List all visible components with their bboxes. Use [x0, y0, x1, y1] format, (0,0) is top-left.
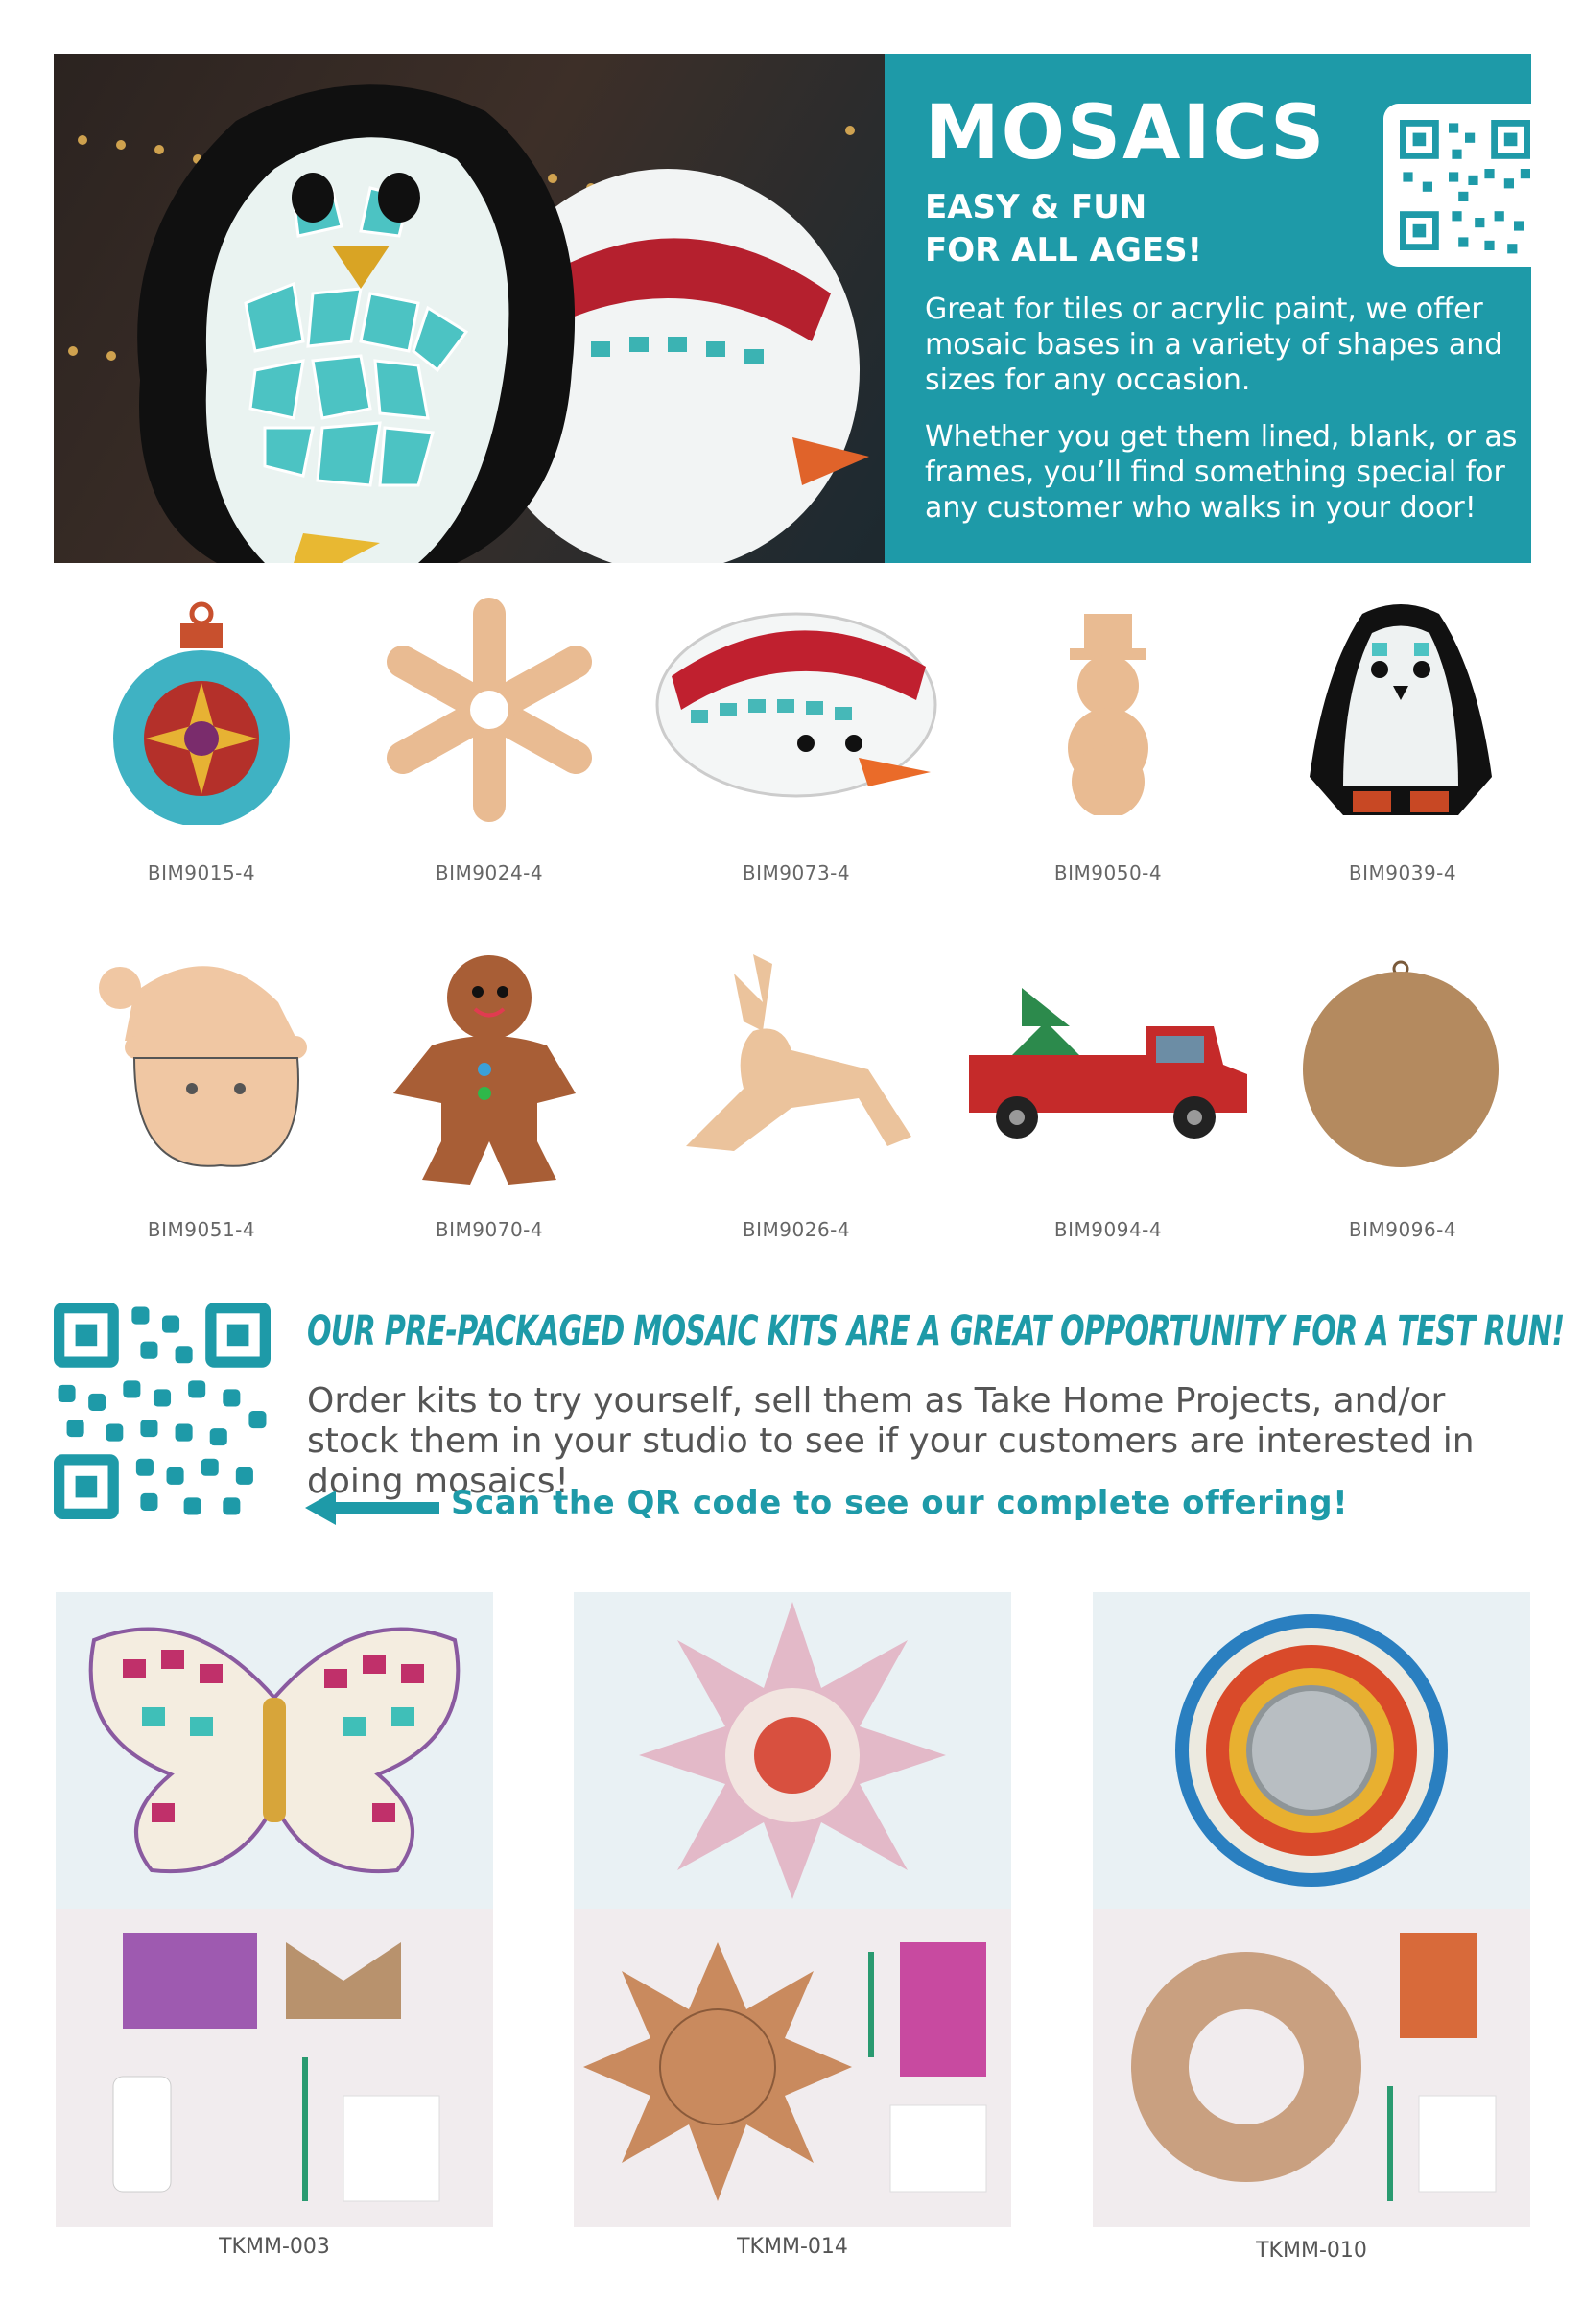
snowflake-icon	[365, 595, 614, 825]
hero-paragraph-2: Whether you get them lined, blank, or as frames, you’ll find something special for any customer who walks in your door!	[925, 420, 1518, 525]
promo-cta: Scan the QR code to see our complete offering!	[451, 1484, 1349, 1522]
hero-banner	[54, 54, 1531, 563]
hero-subtitle-line2: FOR ALL AGES!	[925, 231, 1203, 270]
snowman-icon	[1046, 614, 1170, 815]
promo-qr-code[interactable]	[54, 1303, 271, 1519]
promo-body-text: Order kits to try yourself, sell them as Take Home Projects, and/or stock them in your studio to see if your customers are interested in doing mosaics!	[307, 1381, 1475, 1501]
hero-paragraph-1: Great for tiles or acrylic paint, we offer mosaic bases in a variety of shapes and sizes for any occasion.	[925, 293, 1503, 397]
hero-qr-code[interactable]	[1383, 104, 1531, 267]
arrow-left-icon	[305, 1491, 439, 1525]
kit-card[interactable]	[574, 1592, 1011, 2227]
kit-code: TKMM-010	[1256, 2239, 1367, 2263]
kit-contents-image	[1112, 1923, 1515, 2211]
reindeer-icon	[676, 945, 916, 1175]
hero-subtitle-line1: EASY & FUN	[925, 188, 1147, 226]
product-code: BIM9024-4	[435, 861, 544, 884]
santa-icon	[96, 945, 326, 1175]
round-ornament-icon	[1295, 959, 1506, 1170]
kit-contents-image	[94, 1923, 459, 2211]
kit-code: TKMM-014	[737, 2235, 848, 2259]
page-title: MOSAICS	[925, 90, 1327, 176]
sun-icon	[639, 1602, 946, 1899]
promo-headline: OUR PRE-PACKAGED MOSAIC KITS ARE A GREAT OPPORTUNITY FOR A TEST RUN!	[307, 1307, 1565, 1355]
kit-code: TKMM-003	[219, 2235, 330, 2259]
penguin-photo	[54, 54, 898, 563]
butterfly-icon	[75, 1611, 474, 1890]
product-code: BIM9073-4	[742, 861, 851, 884]
snowman-face-icon	[652, 599, 940, 801]
kit-card[interactable]	[1093, 1592, 1530, 2227]
truck-icon	[964, 969, 1252, 1151]
kit-contents-image	[583, 1923, 1005, 2211]
penguin-icon	[1305, 595, 1497, 825]
product-code: BIM9039-4	[1348, 861, 1457, 884]
product-code: BIM9070-4	[435, 1218, 544, 1241]
product-code: BIM9015-4	[147, 861, 256, 884]
product-code: BIM9051-4	[147, 1218, 256, 1241]
product-code: BIM9094-4	[1053, 1218, 1163, 1241]
product-code: BIM9096-4	[1348, 1218, 1457, 1241]
gingerbread-icon	[374, 950, 585, 1189]
product-code: BIM9026-4	[742, 1218, 851, 1241]
mirror-icon	[1172, 1611, 1451, 1890]
ornament-icon	[106, 595, 297, 825]
kit-card[interactable]	[56, 1592, 493, 2227]
product-code: BIM9050-4	[1053, 861, 1163, 884]
